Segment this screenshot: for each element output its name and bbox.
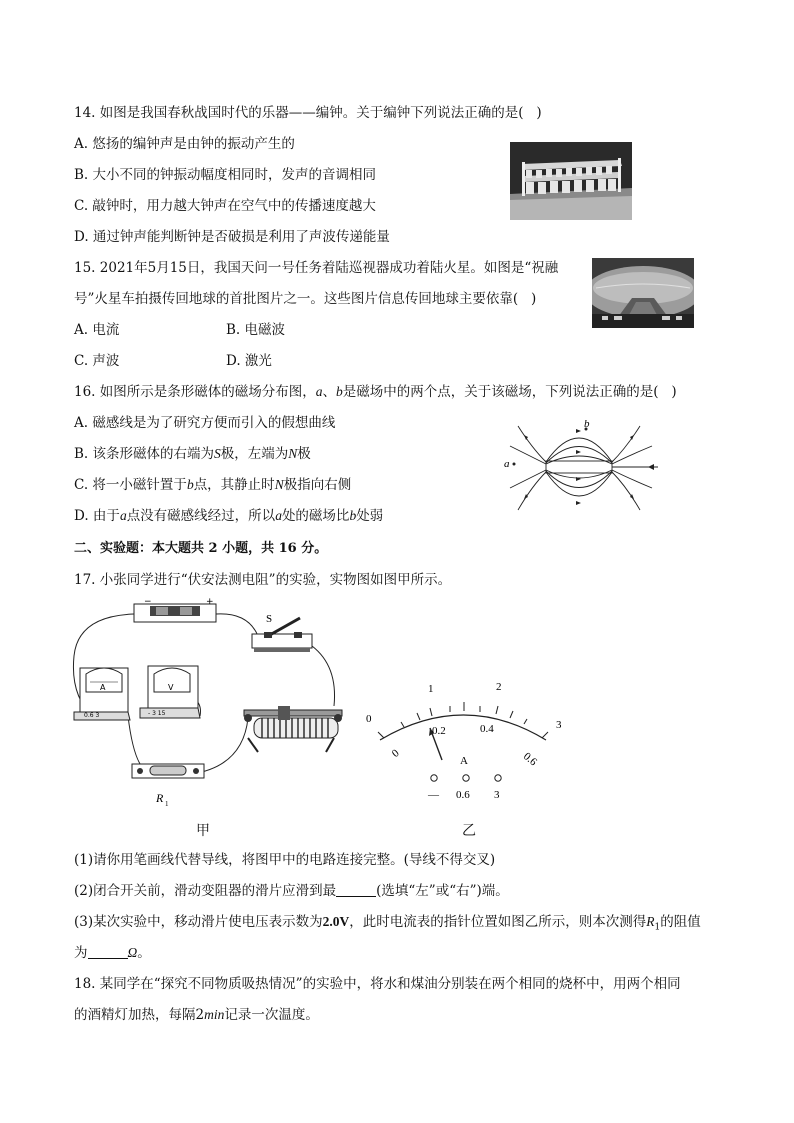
ammeter-dial-figure-yi (360, 672, 580, 802)
magnetic-field-diagram (502, 418, 662, 518)
q14-stem: 14. 如图是我国春秋战国时代的乐器——编钟。关于编钟下列说法正确的是( ) (74, 105, 542, 121)
bianzhong-photo (510, 142, 632, 220)
answer-blank-resistance[interactable] (88, 946, 128, 959)
section-2-heading: 二、实验题：本大题共 2 小题，共 16 分。 (74, 541, 328, 556)
top-scale-0: 0 (366, 713, 372, 725)
q15-option-d: D. 激光 (226, 353, 272, 369)
terminal-neg: — (428, 789, 439, 801)
q18-line2: 的酒精灯加热，每隔2min记录一次温度。 (74, 1007, 319, 1023)
q16-option-b: B. 该条形磁体的右端为S极，左端为N极 (74, 446, 311, 462)
q18-line1: 18. 某同学在“探究不同物质吸热情况”的实验中，将水和煤油分别装在两个相同的烧杯中，用两个相同 (74, 976, 681, 992)
figure-caption-yi: 乙 (462, 823, 476, 839)
figure-caption-jia: 甲 (196, 823, 210, 839)
bottom-scale-0: 0 (389, 747, 402, 760)
q17-sub1: (1)请你用笔画线代替导线，将图甲中的电路连接完整。(导线不得交叉) (74, 852, 496, 868)
ammeter-letter: A (100, 683, 106, 692)
dial-unit: A (460, 755, 468, 767)
q17-stem: 17. 小张同学进行“伏安法测电阻”的实验，实物图如图甲所示。 (74, 572, 452, 588)
bottom-scale-0.2: 0.2 (432, 725, 446, 737)
q17-sub3: (3)某次实验中，移动滑片使电压表示数为2.0V，此时电流表的指针位置如图乙所示，则本次测得$R_1$的阻值 (74, 914, 701, 933)
terminal-3: 3 (494, 789, 500, 801)
q16-option-d: D. 由于a点没有磁感线经过，所以a处的磁场比b处弱 (74, 508, 384, 524)
voltmeter-letter: V (168, 683, 174, 692)
q15-stem-line2: 号”火星车拍摄传回地球的首批图片之一。这些图片信息传回地球主要依靠( ) (74, 291, 537, 307)
top-scale-2: 2 (496, 681, 502, 693)
answer-blank-direction[interactable] (336, 884, 376, 897)
q16-stem: 16. 如图所示是条形磁体的磁场分布图，a、b是磁场中的两个点，关于该磁场，下列说法正确的是( ) (74, 384, 677, 400)
svg-text:−: − (144, 597, 152, 607)
terminal-0.6: 0.6 (456, 789, 470, 801)
resistor-subscript: 1 (165, 800, 169, 808)
q16-option-a: A. 磁感线是为了研究方便而引入的假想曲线 (74, 415, 336, 431)
ammeter-terminals: 0.6 3 (84, 712, 100, 719)
bottom-scale-0.4: 0.4 (480, 723, 494, 735)
point-b-label: b (584, 418, 590, 430)
q15-option-b: B. 电磁波 (226, 322, 286, 338)
q17-sub3-line2: 为 Ω。 (74, 945, 151, 961)
voltmeter-terminals: - 3 15 (148, 710, 166, 717)
mars-photo (592, 258, 694, 328)
top-scale-1: 1 (428, 683, 434, 695)
q15-option-a: A. 电流 (74, 322, 120, 338)
point-a-label: a (504, 458, 510, 470)
q15-stem-line1: 15. 2021年5月15日，我国天问一号任务着陆巡视器成功着陆火星。如图是“祝融 (74, 260, 559, 276)
top-scale-3: 3 (556, 719, 562, 731)
q17-sub2: (2)闭合开关前，滑动变阻器的滑片应滑到最 (选填“左”或“右”)端。 (74, 883, 509, 899)
q16-option-c: C. 将一小磁针置于b点，其静止时N极指向右侧 (74, 477, 352, 493)
q14-option-a: A. 悠扬的编钟声是由钟的振动产生的 (74, 136, 295, 152)
q15-option-c: C. 声波 (74, 353, 120, 369)
q14-option-b: B. 大小不同的钟振动幅度相同时，发声的音调相同 (74, 167, 377, 183)
switch-label: S (266, 613, 273, 625)
circuit-figure-jia (68, 596, 348, 814)
resistor-label: R (156, 791, 164, 805)
q14-option-c: C. 敲钟时，用力越大钟声在空气中的传播速度越大 (74, 198, 376, 214)
svg-text:+: + (206, 597, 214, 607)
bottom-scale-0.6: 0.6 (520, 750, 540, 769)
q14-option-d: D. 通过钟声能判断钟是否破损是利用了声波传递能量 (74, 229, 390, 245)
